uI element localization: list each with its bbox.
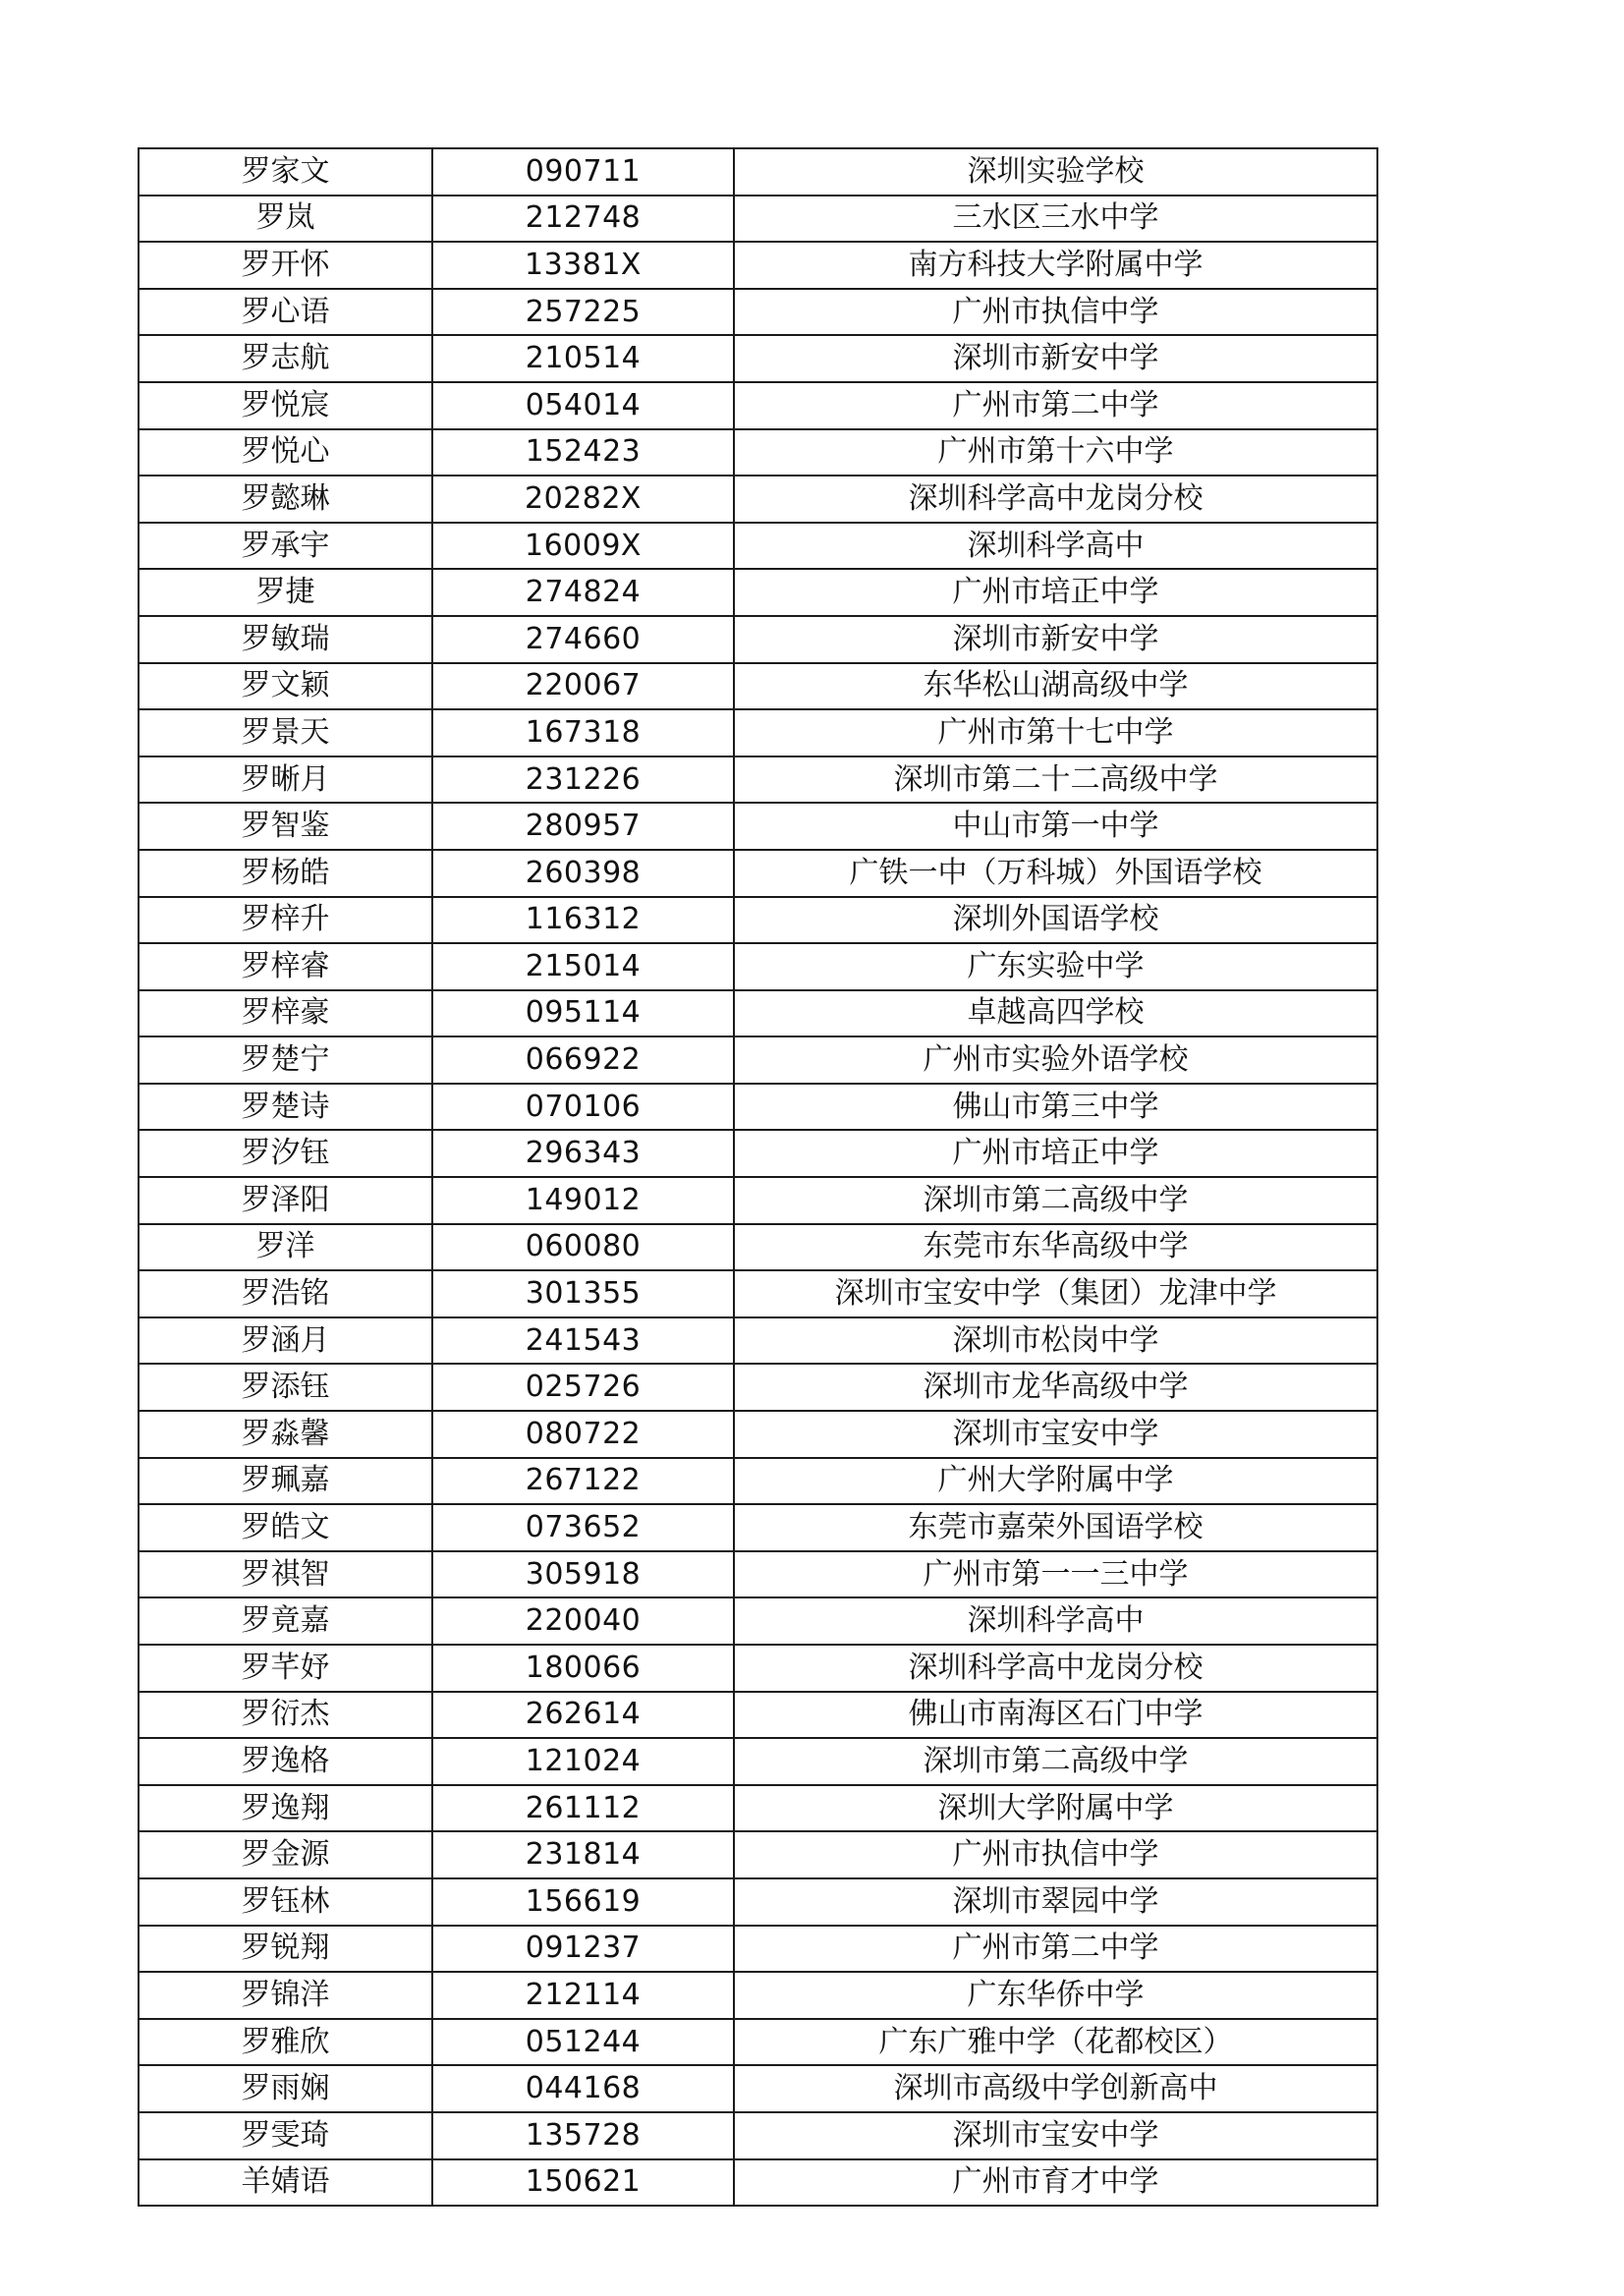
table-row bbox=[139, 1551, 1377, 1598]
student-id-cell: 095114 bbox=[432, 990, 734, 1037]
table-row bbox=[139, 1831, 1377, 1878]
school-name-cell: 深圳市第二高级中学 bbox=[734, 1738, 1377, 1785]
student-name-cell: 罗心语 bbox=[139, 289, 432, 336]
student-id-cell: 116312 bbox=[432, 897, 734, 944]
student-id-cell: 280957 bbox=[432, 803, 734, 850]
student-id-cell: 13381X bbox=[432, 242, 734, 289]
table-row bbox=[139, 1597, 1377, 1645]
table-row bbox=[139, 1270, 1377, 1317]
student-name-cell: 罗皓文 bbox=[139, 1504, 432, 1551]
student-id-cell: 215014 bbox=[432, 943, 734, 990]
school-name-cell: 广州市第十六中学 bbox=[734, 429, 1377, 476]
school-name-cell: 深圳外国语学校 bbox=[734, 897, 1377, 944]
student-name-cell: 罗锦洋 bbox=[139, 1972, 432, 2019]
student-id-cell: 261112 bbox=[432, 1785, 734, 1832]
table-row bbox=[139, 897, 1377, 944]
student-id-cell: 20282X bbox=[432, 476, 734, 523]
table-row bbox=[139, 943, 1377, 990]
school-name-cell: 广东实验中学 bbox=[734, 943, 1377, 990]
student-name-cell: 罗志航 bbox=[139, 335, 432, 382]
student-name-cell: 罗添钰 bbox=[139, 1364, 432, 1411]
student-id-cell: 212748 bbox=[432, 196, 734, 243]
school-name-cell: 深圳大学附属中学 bbox=[734, 1785, 1377, 1832]
student-name-cell: 罗楚宁 bbox=[139, 1036, 432, 1084]
table-row bbox=[139, 1738, 1377, 1785]
student-id-cell: 054014 bbox=[432, 382, 734, 429]
table-row bbox=[139, 1177, 1377, 1224]
school-name-cell: 卓越高四学校 bbox=[734, 990, 1377, 1037]
student-roster-table bbox=[138, 147, 1378, 2207]
table-row bbox=[139, 1411, 1377, 1458]
table-row bbox=[139, 2065, 1377, 2112]
school-name-cell: 深圳科学高中龙岗分校 bbox=[734, 476, 1377, 523]
school-name-cell: 深圳科学高中龙岗分校 bbox=[734, 1645, 1377, 1692]
school-name-cell: 东莞市东华高级中学 bbox=[734, 1224, 1377, 1271]
table-row bbox=[139, 1224, 1377, 1271]
table-row bbox=[139, 2019, 1377, 2066]
school-name-cell: 广州市第二中学 bbox=[734, 382, 1377, 429]
student-name-cell: 罗景天 bbox=[139, 709, 432, 756]
school-name-cell: 深圳市第二十二高级中学 bbox=[734, 756, 1377, 804]
school-name-cell: 广州市第一一三中学 bbox=[734, 1551, 1377, 1598]
student-name-cell: 罗浩铭 bbox=[139, 1270, 432, 1317]
student-name-cell: 罗祺智 bbox=[139, 1551, 432, 1598]
student-id-cell: 274824 bbox=[432, 569, 734, 616]
school-name-cell: 广州市培正中学 bbox=[734, 569, 1377, 616]
table-row bbox=[139, 1785, 1377, 1832]
student-name-cell: 罗锐翔 bbox=[139, 1926, 432, 1973]
school-name-cell: 广州市执信中学 bbox=[734, 1831, 1377, 1878]
student-name-cell: 罗泽阳 bbox=[139, 1177, 432, 1224]
student-id-cell: 167318 bbox=[432, 709, 734, 756]
student-id-cell: 262614 bbox=[432, 1692, 734, 1739]
student-id-cell: 073652 bbox=[432, 1504, 734, 1551]
table-row bbox=[139, 1972, 1377, 2019]
table-row bbox=[139, 289, 1377, 336]
student-name-cell: 罗洋 bbox=[139, 1224, 432, 1271]
student-id-cell: 066922 bbox=[432, 1036, 734, 1084]
student-name-cell: 罗敏瑞 bbox=[139, 616, 432, 663]
student-name-cell: 罗梓睿 bbox=[139, 943, 432, 990]
student-name-cell: 罗涵月 bbox=[139, 1317, 432, 1365]
student-id-cell: 260398 bbox=[432, 850, 734, 897]
student-id-cell: 231814 bbox=[432, 1831, 734, 1878]
school-name-cell: 深圳科学高中 bbox=[734, 1597, 1377, 1645]
student-id-cell: 070106 bbox=[432, 1084, 734, 1131]
roster-table-body bbox=[139, 148, 1377, 2206]
student-name-cell: 罗楚诗 bbox=[139, 1084, 432, 1131]
school-name-cell: 深圳市高级中学创新高中 bbox=[734, 2065, 1377, 2112]
student-name-cell: 罗智鉴 bbox=[139, 803, 432, 850]
student-id-cell: 16009X bbox=[432, 523, 734, 570]
student-name-cell: 罗雯琦 bbox=[139, 2112, 432, 2159]
table-row bbox=[139, 569, 1377, 616]
table-row bbox=[139, 1036, 1377, 1084]
student-id-cell: 257225 bbox=[432, 289, 734, 336]
student-id-cell: 149012 bbox=[432, 1177, 734, 1224]
school-name-cell: 深圳市宝安中学 bbox=[734, 1411, 1377, 1458]
table-row bbox=[139, 1926, 1377, 1973]
student-id-cell: 152423 bbox=[432, 429, 734, 476]
table-row bbox=[139, 1130, 1377, 1177]
table-row bbox=[139, 476, 1377, 523]
table-row bbox=[139, 1504, 1377, 1551]
school-name-cell: 深圳市第二高级中学 bbox=[734, 1177, 1377, 1224]
student-id-cell: 156619 bbox=[432, 1878, 734, 1926]
school-name-cell: 深圳市新安中学 bbox=[734, 335, 1377, 382]
student-id-cell: 135728 bbox=[432, 2112, 734, 2159]
student-id-cell: 267122 bbox=[432, 1458, 734, 1505]
student-name-cell: 罗逸格 bbox=[139, 1738, 432, 1785]
table-row bbox=[139, 429, 1377, 476]
student-id-cell: 121024 bbox=[432, 1738, 734, 1785]
student-id-cell: 060080 bbox=[432, 1224, 734, 1271]
school-name-cell: 广东广雅中学（花都校区） bbox=[734, 2019, 1377, 2066]
school-name-cell: 佛山市南海区石门中学 bbox=[734, 1692, 1377, 1739]
school-name-cell: 三水区三水中学 bbox=[734, 196, 1377, 243]
school-name-cell: 中山市第一中学 bbox=[734, 803, 1377, 850]
table-row bbox=[139, 709, 1377, 756]
student-id-cell: 220040 bbox=[432, 1597, 734, 1645]
student-id-cell: 305918 bbox=[432, 1551, 734, 1598]
table-row bbox=[139, 990, 1377, 1037]
school-name-cell: 深圳市松岗中学 bbox=[734, 1317, 1377, 1365]
student-id-cell: 180066 bbox=[432, 1645, 734, 1692]
school-name-cell: 深圳实验学校 bbox=[734, 148, 1377, 196]
student-name-cell: 罗芊妤 bbox=[139, 1645, 432, 1692]
student-id-cell: 274660 bbox=[432, 616, 734, 663]
school-name-cell: 深圳市宝安中学 bbox=[734, 2112, 1377, 2159]
school-name-cell: 深圳市龙华高级中学 bbox=[734, 1364, 1377, 1411]
student-name-cell: 罗逸翔 bbox=[139, 1785, 432, 1832]
table-row bbox=[139, 663, 1377, 710]
school-name-cell: 深圳市新安中学 bbox=[734, 616, 1377, 663]
table-row bbox=[139, 1364, 1377, 1411]
student-name-cell: 罗懿琳 bbox=[139, 476, 432, 523]
school-name-cell: 广州市第十七中学 bbox=[734, 709, 1377, 756]
student-name-cell: 羊婧语 bbox=[139, 2159, 432, 2207]
table-row bbox=[139, 1692, 1377, 1739]
table-row bbox=[139, 196, 1377, 243]
student-name-cell: 罗悦宸 bbox=[139, 382, 432, 429]
student-name-cell: 罗岚 bbox=[139, 196, 432, 243]
table-row bbox=[139, 1458, 1377, 1505]
school-name-cell: 南方科技大学附属中学 bbox=[734, 242, 1377, 289]
school-name-cell: 广州市培正中学 bbox=[734, 1130, 1377, 1177]
school-name-cell: 深圳市宝安中学（集团）龙津中学 bbox=[734, 1270, 1377, 1317]
student-name-cell: 罗承宇 bbox=[139, 523, 432, 570]
student-name-cell: 罗晰月 bbox=[139, 756, 432, 804]
student-name-cell: 罗金源 bbox=[139, 1831, 432, 1878]
student-id-cell: 210514 bbox=[432, 335, 734, 382]
student-name-cell: 罗开怀 bbox=[139, 242, 432, 289]
table-row bbox=[139, 616, 1377, 663]
table-row bbox=[139, 242, 1377, 289]
student-name-cell: 罗悦心 bbox=[139, 429, 432, 476]
student-id-cell: 150621 bbox=[432, 2159, 734, 2207]
student-id-cell: 231226 bbox=[432, 756, 734, 804]
school-name-cell: 广铁一中（万科城）外国语学校 bbox=[734, 850, 1377, 897]
table-row bbox=[139, 523, 1377, 570]
student-id-cell: 044168 bbox=[432, 2065, 734, 2112]
student-id-cell: 301355 bbox=[432, 1270, 734, 1317]
table-row bbox=[139, 1317, 1377, 1365]
student-name-cell: 罗淼馨 bbox=[139, 1411, 432, 1458]
school-name-cell: 广州市实验外语学校 bbox=[734, 1036, 1377, 1084]
table-row bbox=[139, 1645, 1377, 1692]
school-name-cell: 东莞市嘉荣外国语学校 bbox=[734, 1504, 1377, 1551]
school-name-cell: 深圳科学高中 bbox=[734, 523, 1377, 570]
student-name-cell: 罗钰林 bbox=[139, 1878, 432, 1926]
school-name-cell: 广东华侨中学 bbox=[734, 1972, 1377, 2019]
table-row bbox=[139, 803, 1377, 850]
school-name-cell: 广州市育才中学 bbox=[734, 2159, 1377, 2207]
student-id-cell: 080722 bbox=[432, 1411, 734, 1458]
student-name-cell: 罗珮嘉 bbox=[139, 1458, 432, 1505]
school-name-cell: 广州市第二中学 bbox=[734, 1926, 1377, 1973]
table-row bbox=[139, 2112, 1377, 2159]
student-name-cell: 罗梓升 bbox=[139, 897, 432, 944]
student-id-cell: 241543 bbox=[432, 1317, 734, 1365]
school-name-cell: 佛山市第三中学 bbox=[734, 1084, 1377, 1131]
table-row bbox=[139, 335, 1377, 382]
school-name-cell: 深圳市翠园中学 bbox=[734, 1878, 1377, 1926]
student-name-cell: 罗竟嘉 bbox=[139, 1597, 432, 1645]
student-id-cell: 051244 bbox=[432, 2019, 734, 2066]
table-row bbox=[139, 382, 1377, 429]
student-id-cell: 090711 bbox=[432, 148, 734, 196]
student-name-cell: 罗雅欣 bbox=[139, 2019, 432, 2066]
student-id-cell: 025726 bbox=[432, 1364, 734, 1411]
student-name-cell: 罗文颖 bbox=[139, 663, 432, 710]
student-name-cell: 罗衍杰 bbox=[139, 1692, 432, 1739]
table-row bbox=[139, 148, 1377, 196]
table-row bbox=[139, 1084, 1377, 1131]
student-name-cell: 罗杨皓 bbox=[139, 850, 432, 897]
table-row bbox=[139, 2159, 1377, 2207]
student-name-cell: 罗雨娴 bbox=[139, 2065, 432, 2112]
school-name-cell: 广州大学附属中学 bbox=[734, 1458, 1377, 1505]
student-id-cell: 296343 bbox=[432, 1130, 734, 1177]
school-name-cell: 广州市执信中学 bbox=[734, 289, 1377, 336]
student-id-cell: 212114 bbox=[432, 1972, 734, 2019]
student-id-cell: 220067 bbox=[432, 663, 734, 710]
student-name-cell: 罗汐钰 bbox=[139, 1130, 432, 1177]
table-row bbox=[139, 850, 1377, 897]
table-row bbox=[139, 1878, 1377, 1926]
student-name-cell: 罗梓豪 bbox=[139, 990, 432, 1037]
student-id-cell: 091237 bbox=[432, 1926, 734, 1973]
student-name-cell: 罗捷 bbox=[139, 569, 432, 616]
student-name-cell: 罗家文 bbox=[139, 148, 432, 196]
table-row bbox=[139, 756, 1377, 804]
school-name-cell: 东华松山湖高级中学 bbox=[734, 663, 1377, 710]
